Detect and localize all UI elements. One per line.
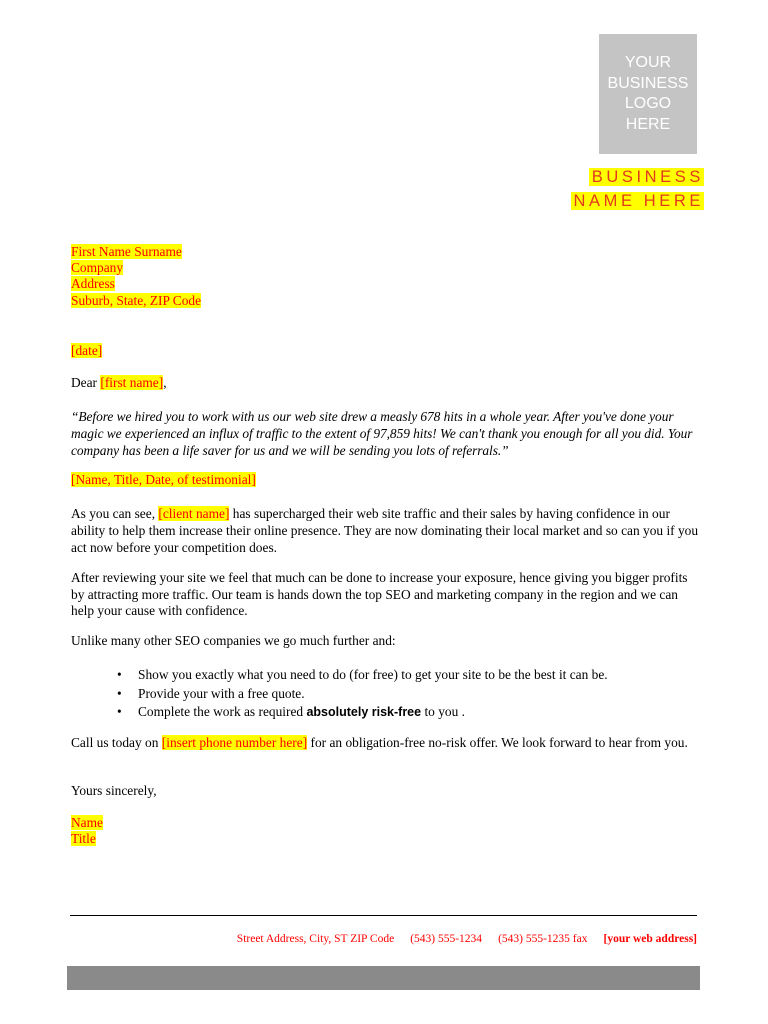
- phone-placeholder: [insert phone number here]: [161, 735, 308, 750]
- salutation-prefix: Dear: [71, 375, 101, 390]
- first-name-placeholder: [first name]: [100, 375, 164, 390]
- salutation: [71, 375, 701, 391]
- closing: Yours sincerely,: [71, 783, 157, 798]
- testimonial-attribution: [71, 472, 701, 488]
- logo-placeholder: [599, 34, 697, 154]
- footer-divider: [70, 915, 697, 916]
- salutation-suffix: ,: [163, 375, 167, 390]
- para1-prefix: As you can see,: [71, 506, 159, 521]
- para1-rest: has supercharged their web site traffic and their sales by having confidence in our ability to help them increase their online presence. They are now dominating their local market and so can you if you act now before your competition does.: [71, 506, 699, 555]
- signature-name: Name: [71, 815, 103, 830]
- list-item: • Complete the work as required absolutely risk-free to you .: [117, 703, 608, 722]
- business-name: [571, 165, 705, 213]
- date-placeholder: [date]: [71, 343, 103, 358]
- recipient-address: Address: [71, 276, 115, 292]
- recipient-address-block: [71, 244, 701, 309]
- signature-block: [71, 815, 701, 847]
- list-item: • Show you exactly what you need to do (for free) to get your site to be the best it can be.: [117, 666, 608, 685]
- footer-phone: (543) 555-1234: [410, 933, 483, 945]
- client-name-placeholder: [client name]: [158, 506, 230, 521]
- paragraph-call-to-action: [71, 735, 703, 752]
- para4-rest: for an obligation-free no-risk offer. We look forward to hear from you.: [307, 735, 688, 750]
- footer-address: Street Address, City, ST ZIP Code: [236, 933, 395, 945]
- logo-line: HERE: [625, 115, 671, 133]
- benefits-list: [117, 666, 608, 722]
- letter-date: [71, 343, 701, 359]
- paragraph-intro-list: Unlike many other SEO companies we go much further and:: [71, 633, 396, 648]
- footer-bar: [67, 966, 700, 990]
- recipient-company: Company: [71, 260, 124, 276]
- footer-contact: [221, 933, 697, 945]
- footer-fax: (543) 555-1235 fax: [498, 933, 588, 945]
- footer-web-address: [your web address]: [603, 933, 697, 945]
- paragraph-review: After reviewing your site we feel that much can be done to increase your exposure, hence giving you bigger profits by attracting more traffic. Our team is hands down the top SEO and marketing company in the region and we can help your cause with confidence.: [71, 570, 688, 618]
- para4-prefix: Call us today on: [71, 735, 162, 750]
- signature-title: Title: [71, 831, 96, 847]
- testimonial-quote: “Before we hired you to work with us our web site drew a measly 678 hits in a whole year. After you've done your magic we experienced an influx of traffic to the extent of 97,859 hits! We can't thank you enough for all you did. Your company has been a life saver for us and we will be sending you lots of referrals.”: [71, 409, 693, 458]
- paragraph-client: [71, 505, 703, 556]
- risk-free-emphasis: absolutely risk-free: [306, 705, 422, 719]
- business-name-line1: BUSINESS: [589, 168, 704, 186]
- recipient-name: First Name Surname: [71, 244, 182, 259]
- recipient-city: Suburb, State, ZIP Code: [71, 292, 202, 308]
- business-name-line2: NAME HERE: [571, 192, 705, 210]
- list-item: • Provide your with a free quote.: [117, 685, 608, 704]
- testimonial-placeholder: [Name, Title, Date, of testimonial]: [71, 472, 256, 487]
- logo-line: LOGO: [624, 95, 672, 112]
- logo-line: YOUR: [624, 54, 672, 71]
- logo-line: BUSINESS: [607, 74, 689, 92]
